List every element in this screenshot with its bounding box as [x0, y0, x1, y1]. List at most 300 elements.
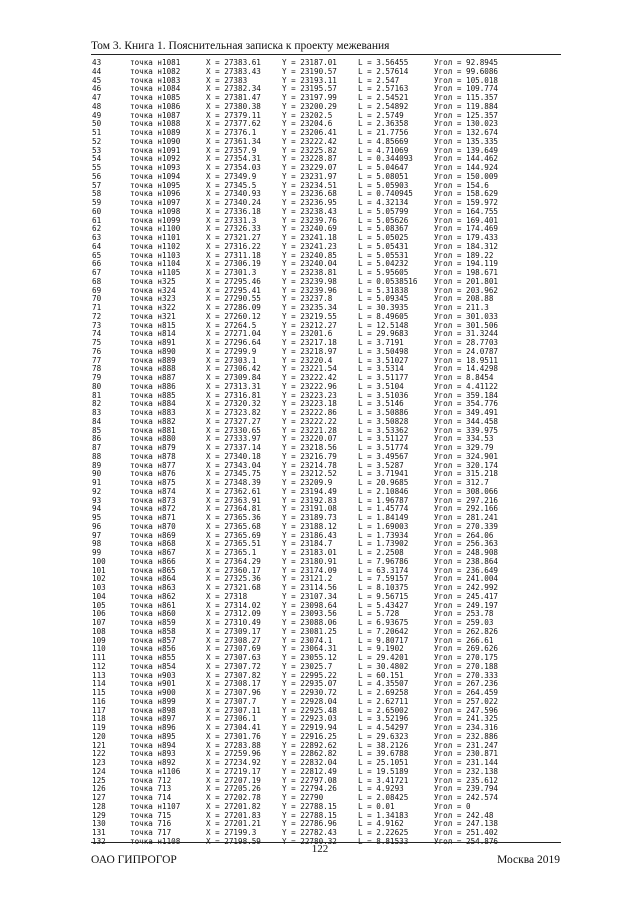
- x-coordinate: X = 27283.88: [206, 740, 261, 750]
- point-name: точка н1091: [130, 145, 181, 155]
- x-coordinate: X = 27381.47: [206, 93, 261, 102]
- direction-angle: Угол = 238.864: [434, 556, 499, 566]
- point-name: точка н1088: [130, 119, 181, 129]
- point-name: точка н896: [130, 723, 176, 732]
- point-name: точка н1097: [130, 198, 181, 207]
- x-coordinate: X = 27345.5: [206, 180, 257, 190]
- x-coordinate: X = 27379.11: [206, 110, 261, 120]
- point-name: точка н884: [130, 399, 176, 409]
- direction-angle: Угол = 18.9511: [434, 355, 499, 365]
- segment-length: L = 8.10375: [358, 583, 409, 592]
- direction-angle: Угол = 270.188: [434, 661, 499, 671]
- row-number: 73: [92, 320, 102, 330]
- segment-length: L = 5.05903: [358, 180, 409, 190]
- row-number: 64: [92, 241, 102, 251]
- point-name: точка н889: [130, 355, 176, 365]
- point-name: точка 716: [130, 819, 172, 829]
- point-name: точка н864: [130, 574, 176, 584]
- point-name: точка н1094: [130, 171, 181, 181]
- x-coordinate: X = 27290.55: [206, 294, 261, 304]
- point-name: точка н893: [130, 749, 176, 759]
- direction-angle: Угол = 159.972: [434, 198, 499, 207]
- direction-angle: Угол = 144.462: [434, 154, 499, 164]
- point-name: точка н885: [130, 390, 176, 400]
- y-coordinate: Y = 23221.54: [282, 364, 337, 374]
- row-number: 45: [92, 75, 102, 85]
- row-number: 67: [92, 268, 102, 277]
- x-coordinate: X = 27207.19: [206, 775, 261, 785]
- x-coordinate: X = 27313.31: [206, 381, 261, 391]
- y-coordinate: Y = 22919.94: [282, 723, 337, 732]
- x-coordinate: X = 27316.81: [206, 390, 261, 400]
- point-name: точка н1096: [130, 189, 181, 199]
- segment-length: L = 3.50886: [358, 408, 409, 417]
- direction-angle: Угол = 174.469: [434, 224, 499, 234]
- segment-length: L = 1.96787: [358, 495, 409, 505]
- segment-length: L = 2.22625: [358, 828, 409, 837]
- direction-angle: Угол = 257.022: [434, 696, 499, 706]
- row-number: 101: [92, 565, 106, 575]
- point-name: точка н881: [130, 425, 176, 435]
- direction-angle: Угол = 236.649: [434, 565, 499, 575]
- x-coordinate: X = 27202.78: [206, 793, 261, 802]
- x-coordinate: X = 27308.27: [206, 635, 261, 645]
- row-number: 128: [92, 801, 106, 811]
- direction-angle: Угол = 150.009: [434, 171, 499, 181]
- direction-angle: Угол = 242.992: [434, 583, 499, 592]
- x-coordinate: X = 27343.04: [206, 460, 261, 470]
- row-number: 92: [92, 486, 102, 496]
- segment-length: L = 29.6323: [358, 731, 409, 741]
- x-coordinate: X = 27340.18: [206, 451, 261, 461]
- direction-angle: Угол = 329.79: [434, 443, 494, 452]
- y-coordinate: Y = 23186.43: [282, 530, 337, 540]
- direction-angle: Угол = 241.325: [434, 714, 499, 724]
- direction-angle: Угол = 242.574: [434, 793, 499, 802]
- direction-angle: Угол = 301.506: [434, 320, 499, 330]
- point-name: точка 712: [130, 775, 172, 785]
- y-coordinate: Y = 23236.68: [282, 189, 337, 199]
- y-coordinate: Y = 23222.42: [282, 373, 337, 382]
- row-number: 60: [92, 206, 102, 216]
- direction-angle: Угол = 235.612: [434, 775, 499, 785]
- y-coordinate: Y = 23239.76: [282, 215, 337, 225]
- row-number: 125: [92, 775, 106, 785]
- segment-length: L = 2.54521: [358, 93, 409, 102]
- y-coordinate: Y = 23240.04: [282, 259, 337, 269]
- point-name: точка н898: [130, 705, 176, 715]
- x-coordinate: X = 27323.82: [206, 408, 261, 417]
- point-name: точка н1102: [130, 241, 181, 251]
- row-number: 116: [92, 696, 106, 706]
- x-coordinate: X = 27365.69: [206, 530, 261, 540]
- direction-angle: Угол = 312.7: [434, 478, 489, 487]
- y-coordinate: Y = 23231.97: [282, 171, 337, 181]
- point-name: точка н1095: [130, 180, 181, 190]
- row-number: 86: [92, 434, 102, 444]
- point-name: точка н323: [130, 294, 176, 304]
- direction-angle: Угол = 254.876: [434, 836, 499, 846]
- row-number: 110: [92, 644, 106, 654]
- point-name: точка н892: [130, 758, 176, 767]
- x-coordinate: X = 27363.91: [206, 495, 261, 505]
- y-coordinate: Y = 23180.91: [282, 556, 337, 566]
- point-name: точка н1092: [130, 154, 181, 164]
- row-number: 53: [92, 145, 102, 155]
- row-number: 79: [92, 373, 102, 382]
- segment-length: L = 3.5287: [358, 460, 404, 470]
- y-coordinate: Y = 23228.87: [282, 154, 337, 164]
- segment-length: L = 29.9683: [358, 329, 409, 339]
- row-number: 90: [92, 469, 102, 479]
- point-name: точка н901: [130, 679, 176, 689]
- x-coordinate: X = 27348.39: [206, 478, 261, 487]
- x-coordinate: X = 27376.1: [206, 128, 257, 137]
- row-number: 43: [92, 58, 102, 67]
- y-coordinate: Y = 23188.12: [282, 521, 337, 531]
- direction-angle: Угол = 267.236: [434, 679, 499, 689]
- segment-length: L = 4.54297: [358, 723, 409, 732]
- point-name: точка н1084: [130, 84, 181, 94]
- row-number: 111: [92, 653, 106, 662]
- point-name: точка н1083: [130, 75, 181, 85]
- segment-length: L = 5.05531: [358, 250, 409, 260]
- point-name: точка н861: [130, 600, 176, 610]
- segment-length: L = 19.5189: [358, 766, 409, 776]
- y-coordinate: Y = 23241.18: [282, 233, 337, 242]
- x-coordinate: X = 27307.63: [206, 653, 261, 662]
- segment-length: L = 2.69258: [358, 688, 409, 697]
- x-coordinate: X = 27365.36: [206, 513, 261, 522]
- point-name: точка н1108: [130, 836, 181, 846]
- direction-angle: Угол = 334.53: [434, 434, 494, 444]
- direction-angle: Угол = 248.908: [434, 548, 499, 557]
- segment-length: L = 3.5104: [358, 381, 404, 391]
- point-name: точка н1105: [130, 268, 181, 277]
- y-coordinate: Y = 23218.97: [282, 346, 337, 356]
- direction-angle: Угол = 158.629: [434, 189, 499, 199]
- y-coordinate: Y = 22935.07: [282, 679, 337, 689]
- direction-angle: Угол = 119.884: [434, 101, 499, 111]
- segment-length: L = 2.57163: [358, 84, 409, 94]
- direction-angle: Угол = 301.033: [434, 311, 499, 321]
- segment-length: L = 9.56715: [358, 591, 409, 601]
- point-name: точка н1099: [130, 215, 181, 225]
- y-coordinate: Y = 22786.96: [282, 819, 337, 829]
- row-number: 77: [92, 355, 102, 365]
- y-coordinate: Y = 23238.43: [282, 206, 337, 216]
- point-name: точка н1089: [130, 128, 181, 137]
- x-coordinate: X = 27301.76: [206, 731, 261, 741]
- y-coordinate: Y = 22782.43: [282, 828, 337, 837]
- y-coordinate: Y = 23223.18: [282, 399, 337, 409]
- segment-length: L = 63.3174: [358, 565, 409, 575]
- y-coordinate: Y = 23218.56: [282, 443, 337, 452]
- segment-length: L = 4.85669: [358, 136, 409, 146]
- direction-angle: Угол = 135.335: [434, 136, 499, 146]
- segment-length: L = 3.41721: [358, 775, 409, 785]
- row-number: 97: [92, 530, 102, 540]
- row-number: 132: [92, 836, 106, 846]
- y-coordinate: Y = 23202.5: [282, 110, 333, 120]
- segment-length: L = 1.84149: [358, 513, 409, 522]
- point-name: точка 713: [130, 784, 172, 794]
- y-coordinate: Y = 23190.57: [282, 66, 337, 76]
- point-name: точка н882: [130, 416, 176, 426]
- segment-length: L = 4.9162: [358, 819, 404, 829]
- direction-angle: Угол = 144.924: [434, 163, 499, 172]
- y-coordinate: Y = 23184.7: [282, 539, 333, 549]
- row-number: 93: [92, 495, 102, 505]
- row-number: 109: [92, 635, 106, 645]
- row-number: 80: [92, 381, 102, 391]
- segment-length: L = 1.73934: [358, 530, 409, 540]
- x-coordinate: X = 27365.68: [206, 521, 261, 531]
- y-coordinate: Y = 22916.25: [282, 731, 337, 741]
- segment-length: L = 9.80717: [358, 635, 409, 645]
- y-coordinate: Y = 22930.72: [282, 688, 337, 697]
- x-coordinate: X = 27354.03: [206, 163, 261, 172]
- row-number: 87: [92, 443, 102, 452]
- row-number: 59: [92, 198, 102, 207]
- segment-length: L = 25.1051: [358, 758, 409, 767]
- x-coordinate: X = 27349.9: [206, 171, 257, 181]
- direction-angle: Угол = 281.241: [434, 513, 499, 522]
- x-coordinate: X = 27306.42: [206, 364, 261, 374]
- point-name: точка н900: [130, 688, 176, 697]
- point-name: точка н854: [130, 661, 176, 671]
- segment-length: L = 2.36358: [358, 119, 409, 129]
- row-number: 117: [92, 705, 106, 715]
- segment-length: L = 2.2508: [358, 548, 404, 557]
- x-coordinate: X = 27234.92: [206, 758, 261, 767]
- x-coordinate: X = 27307.82: [206, 670, 261, 680]
- row-number: 107: [92, 618, 106, 627]
- direction-angle: Угол = 270.333: [434, 670, 499, 680]
- direction-angle: Угол = 4.41122: [434, 381, 499, 391]
- row-number: 76: [92, 346, 102, 356]
- direction-angle: Угол = 105.018: [434, 75, 499, 85]
- row-number: 66: [92, 259, 102, 269]
- y-coordinate: Y = 23107.34: [282, 591, 337, 601]
- direction-angle: Угол = 259.03: [434, 618, 494, 627]
- direction-angle: Угол = 31.3244: [434, 329, 499, 339]
- segment-length: L = 3.51027: [358, 355, 409, 365]
- direction-angle: Угол = 242.48: [434, 810, 494, 820]
- row-number: 82: [92, 399, 102, 409]
- y-coordinate: Y = 22923.03: [282, 714, 337, 724]
- row-number: 94: [92, 504, 102, 514]
- segment-length: L = 5.05799: [358, 206, 409, 216]
- x-coordinate: X = 27201.21: [206, 819, 261, 829]
- row-number: 113: [92, 670, 106, 680]
- point-name: точка н1086: [130, 101, 181, 111]
- x-coordinate: X = 27361.34: [206, 136, 261, 146]
- x-coordinate: X = 27354.31: [206, 154, 261, 164]
- y-coordinate: Y = 22794.26: [282, 784, 337, 794]
- segment-length: L = 21.7756: [358, 128, 409, 137]
- row-number: 88: [92, 451, 102, 461]
- organization-name: ОАО ГИПРОГОР: [91, 854, 177, 866]
- row-number: 127: [92, 793, 106, 802]
- row-number: 47: [92, 93, 102, 102]
- segment-length: L = 3.51036: [358, 390, 409, 400]
- direction-angle: Угол = 247.596: [434, 705, 499, 715]
- point-name: точка н870: [130, 521, 176, 531]
- segment-length: L = 5.04232: [358, 259, 409, 269]
- segment-length: L = 4.71069: [358, 145, 409, 155]
- row-number: 119: [92, 723, 106, 732]
- x-coordinate: X = 27326.33: [206, 224, 261, 234]
- direction-angle: Угол = 92.8945: [434, 58, 499, 67]
- y-coordinate: Y = 23098.64: [282, 600, 337, 610]
- row-number: 99: [92, 548, 102, 557]
- y-coordinate: Y = 23081.25: [282, 626, 337, 636]
- segment-length: L = 29.4201: [358, 653, 409, 662]
- direction-angle: Угол = 232.138: [434, 766, 499, 776]
- y-coordinate: Y = 23088.06: [282, 618, 337, 627]
- segment-length: L = 5.04647: [358, 163, 409, 172]
- y-coordinate: Y = 23074.1: [282, 635, 333, 645]
- x-coordinate: X = 27360.17: [206, 565, 261, 575]
- point-name: точка н324: [130, 285, 176, 295]
- point-name: точка н1093: [130, 163, 181, 172]
- direction-angle: Угол = 264.459: [434, 688, 499, 697]
- direction-angle: Угол = 251.402: [434, 828, 499, 837]
- y-coordinate: Y = 23241.23: [282, 241, 337, 251]
- coordinates-table: [92, 59, 562, 847]
- point-name: точка н856: [130, 644, 176, 654]
- x-coordinate: X = 27382.34: [206, 84, 261, 94]
- direction-angle: Угол = 14.4298: [434, 364, 499, 374]
- x-coordinate: X = 27199.3: [206, 828, 257, 837]
- x-coordinate: X = 27259.96: [206, 749, 261, 759]
- point-name: точка н878: [130, 451, 176, 461]
- row-number: 71: [92, 303, 102, 312]
- y-coordinate: Y = 23212.52: [282, 469, 337, 479]
- row-number: 78: [92, 364, 102, 374]
- y-coordinate: Y = 22788.15: [282, 810, 337, 820]
- x-coordinate: X = 27304.41: [206, 723, 261, 732]
- direction-angle: Угол = 245.417: [434, 591, 499, 601]
- x-coordinate: X = 27295.46: [206, 276, 261, 286]
- point-name: точка н873: [130, 495, 176, 505]
- direction-angle: Угол = 115.357: [434, 93, 499, 102]
- point-name: точка н894: [130, 740, 176, 750]
- x-coordinate: X = 27365.1: [206, 548, 257, 557]
- x-coordinate: X = 27383.61: [206, 58, 261, 67]
- y-coordinate: Y = 23216.79: [282, 451, 337, 461]
- point-name: точка н874: [130, 486, 176, 496]
- header-rule: [91, 54, 561, 55]
- y-coordinate: Y = 23225.82: [282, 145, 337, 155]
- row-number: 84: [92, 416, 102, 426]
- segment-length: L = 39.6788: [358, 749, 409, 759]
- row-number: 48: [92, 101, 102, 111]
- segment-length: L = 2.10846: [358, 486, 409, 496]
- segment-length: L = 5.95605: [358, 268, 409, 277]
- x-coordinate: X = 27383: [206, 75, 248, 85]
- segment-length: L = 3.51177: [358, 373, 409, 382]
- x-coordinate: X = 27307.11: [206, 705, 261, 715]
- y-coordinate: Y = 23219.55: [282, 311, 337, 321]
- x-coordinate: X = 27301.3: [206, 268, 257, 277]
- segment-length: L = 20.9685: [358, 478, 409, 487]
- x-coordinate: X = 27219.17: [206, 766, 261, 776]
- segment-length: L = 0.740945: [358, 189, 413, 199]
- point-name: точка 714: [130, 793, 172, 802]
- segment-length: L = 60.151: [358, 670, 404, 680]
- direction-angle: Угол = 164.755: [434, 206, 499, 216]
- row-number: 44: [92, 66, 102, 76]
- segment-length: L = 3.7191: [358, 338, 404, 347]
- x-coordinate: X = 27357.9: [206, 145, 257, 155]
- y-coordinate: Y = 23240.85: [282, 250, 337, 260]
- row-number: 89: [92, 460, 102, 470]
- x-coordinate: X = 27340.93: [206, 189, 261, 199]
- y-coordinate: Y = 23217.18: [282, 338, 337, 347]
- direction-angle: Угол = 231.247: [434, 740, 499, 750]
- direction-angle: Угол = 262.826: [434, 626, 499, 636]
- point-name: точка н899: [130, 696, 176, 706]
- y-coordinate: Y = 23209.9: [282, 478, 333, 487]
- point-name: точка н1085: [130, 93, 181, 102]
- direction-angle: Угол = 359.184: [434, 390, 499, 400]
- segment-length: L = 3.50828: [358, 416, 409, 426]
- point-name: точка н1103: [130, 250, 181, 260]
- row-number: 58: [92, 189, 102, 199]
- x-coordinate: X = 27364.29: [206, 556, 261, 566]
- segment-length: L = 3.52196: [358, 714, 409, 724]
- y-coordinate: Y = 22812.49: [282, 766, 337, 776]
- y-coordinate: Y = 23121.2: [282, 574, 333, 584]
- segment-length: L = 30.3935: [358, 303, 409, 312]
- direction-angle: Угол = 201.801: [434, 276, 499, 286]
- point-name: точка 715: [130, 810, 172, 820]
- direction-angle: Угол = 179.433: [434, 233, 499, 242]
- segment-length: L = 0.01: [358, 801, 395, 811]
- x-coordinate: X = 27316.22: [206, 241, 261, 251]
- x-coordinate: X = 27271.04: [206, 329, 261, 339]
- point-name: точка н814: [130, 329, 176, 339]
- segment-length: L = 2.54892: [358, 101, 409, 111]
- direction-angle: Угол = 344.458: [434, 416, 499, 426]
- x-coordinate: X = 27306.19: [206, 259, 261, 269]
- y-coordinate: Y = 23206.41: [282, 128, 337, 137]
- direction-angle: Угол = 247.138: [434, 819, 499, 829]
- row-number: 68: [92, 276, 102, 286]
- x-coordinate: X = 27330.65: [206, 425, 261, 435]
- direction-angle: Угол = 339.975: [434, 425, 499, 435]
- segment-length: L = 30.4802: [358, 661, 409, 671]
- direction-angle: Угол = 154.6: [434, 180, 489, 190]
- x-coordinate: X = 27377.62: [206, 119, 261, 129]
- row-number: 95: [92, 513, 102, 522]
- y-coordinate: Y = 22788.15: [282, 801, 337, 811]
- row-number: 112: [92, 661, 106, 671]
- segment-length: L = 7.20642: [358, 626, 409, 636]
- x-coordinate: X = 27362.61: [206, 486, 261, 496]
- row-number: 83: [92, 408, 102, 417]
- y-coordinate: Y = 23236.95: [282, 198, 337, 207]
- y-coordinate: Y = 23189.73: [282, 513, 337, 522]
- y-coordinate: Y = 23200.29: [282, 101, 337, 111]
- row-number: 55: [92, 163, 102, 172]
- point-name: точка н879: [130, 443, 176, 452]
- y-coordinate: Y = 23193.11: [282, 75, 337, 85]
- row-number: 61: [92, 215, 102, 225]
- segment-length: L = 1.34183: [358, 810, 409, 820]
